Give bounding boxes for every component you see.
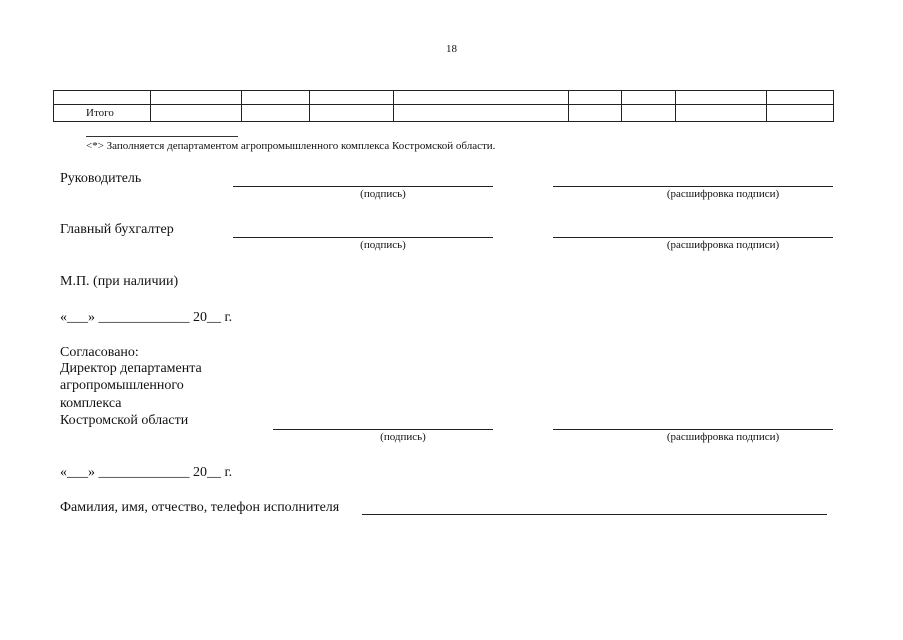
table-cell <box>767 91 834 105</box>
date-line: «___» _____________ 20__ г. <box>60 310 233 325</box>
table-cell <box>151 91 242 105</box>
table-cell <box>242 91 310 105</box>
head-signature-caption: (подпись) <box>360 188 406 200</box>
approval-line: агропромышленного <box>60 378 184 393</box>
table-cell <box>394 105 569 122</box>
table-cell <box>310 105 394 122</box>
table-cell <box>394 91 569 105</box>
summary-table <box>53 90 834 122</box>
date-line: «___» _____________ 20__ г. <box>60 465 233 480</box>
approval-line: Костромской области <box>60 413 189 428</box>
executor-line <box>362 514 827 515</box>
table-cell <box>767 105 834 122</box>
accountant-signature-line <box>233 237 493 238</box>
accountant-signature-caption: (подпись) <box>360 239 406 251</box>
table-cell <box>569 105 622 122</box>
table-cell <box>676 91 767 105</box>
director-decoding-line <box>553 429 833 430</box>
table-cell <box>622 105 676 122</box>
table-cell <box>622 91 676 105</box>
table-cell <box>569 91 622 105</box>
approval-line: Согласовано: <box>60 345 139 360</box>
footnote: <*> Заполняется департаментом агропромышленного комплекса Костромской области. <box>86 140 496 152</box>
table-cell <box>310 91 394 105</box>
approval-line: комплекса <box>60 396 122 411</box>
executor-label: Фамилия, имя, отчество, телефон исполнителя <box>60 500 340 515</box>
director-signature-line <box>273 429 493 430</box>
approval-line: Директор департамента <box>60 361 202 376</box>
head-decoding-line <box>553 186 833 187</box>
accountant-label: Главный бухгалтер <box>60 222 174 237</box>
table-cell <box>676 105 767 122</box>
head-decoding-caption: (расшифровка подписи) <box>666 188 780 200</box>
director-signature-caption: (подпись) <box>380 431 426 443</box>
table-row <box>54 91 834 105</box>
table-row <box>54 105 834 122</box>
stamp-label: М.П. (при наличии) <box>60 274 179 289</box>
head-signature-line <box>233 186 493 187</box>
accountant-decoding-caption: (расшифровка подписи) <box>666 239 780 251</box>
page-number: 18 <box>446 43 457 55</box>
table-cell <box>54 91 151 105</box>
table-cell <box>242 105 310 122</box>
total-label-cell: Итого <box>54 105 151 122</box>
head-label: Руководитель <box>60 171 142 186</box>
table-cell <box>151 105 242 122</box>
accountant-decoding-line <box>553 237 833 238</box>
footnote-separator <box>86 136 238 137</box>
director-decoding-caption: (расшифровка подписи) <box>666 431 780 443</box>
